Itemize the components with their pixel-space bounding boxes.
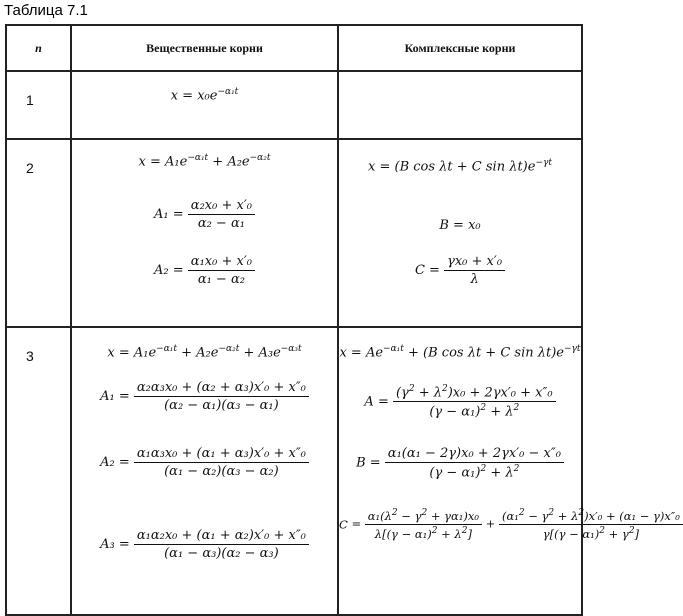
header-real-roots: Вещественные корни	[71, 25, 338, 71]
formula: B = $\frac{\text{α₁(α₁ − 2γ)x₀ + 2γx′₀ − x″₀}}{(\gamma - \alpha_1)^2 + \lambda^2}$	[339, 446, 581, 480]
table-caption: Таблица 7.1	[4, 2, 88, 19]
complex-roots-cell	[338, 71, 582, 139]
formula: C = $\frac{\alpha_1(\lambda^2 - \gamma^2 + \gamma\alpha_1)x_0}{\lambda[(\gamma - \alpha_1)^2 + \lambda^2]}$ + $\frac{(\alpha_1^2 - \gamma^2 + \lambda^2)x'_0 + (\alpha_1 - \gamma)x''_0}{\gamma[(\gamma - \alpha_1)^2 + \gamma^2]}$	[339, 508, 581, 541]
complex-roots-cell	[338, 327, 680, 615]
table-row	[6, 139, 582, 327]
table-row	[6, 71, 582, 139]
header-row	[6, 25, 582, 71]
row-n-cell: 2	[6, 139, 71, 327]
real-roots-cell	[71, 327, 338, 615]
row-n-cell: 1	[6, 71, 71, 139]
formula: $x = x_0e^{-\alpha_1t}$	[170, 87, 239, 104]
formula: A₁ = $\frac{\text{α₂x₀ + x′₀}}{\text{α₂ − α₁}}$	[72, 198, 337, 231]
complex-roots-cell	[338, 139, 582, 327]
header-n: n	[6, 25, 71, 71]
formula: A₂ = $\frac{\text{α₁x₀ + x′₀}}{\text{α₁ − α₂}}$	[72, 254, 337, 287]
table-row	[6, 327, 582, 615]
row-n-cell: 3	[6, 327, 71, 615]
roots-table	[5, 24, 680, 616]
formula: A = $\frac{(\gamma^2 + \lambda^2)x_0 + 2\gamma x'_0 + x''_0}{(\gamma - \alpha_1)^2 + \lambda^2}$	[339, 384, 581, 420]
real-roots-cell	[71, 71, 338, 139]
formula: A₂ = $\frac{\text{α₁α₃x₀ + (α₁ + α₃)x′₀ + x″₀}}{\text{(α₁ − α₂)(α₃ − α₂)}}$	[72, 446, 337, 479]
header-complex-roots: Комплексные корни	[338, 25, 582, 71]
formula: $x = A_1e^{-\alpha_1t} + A_2e^{-\alpha_2t} + A_3e^{-\alpha_3t}$	[107, 344, 302, 361]
formula: B = x₀	[439, 218, 481, 233]
formula: $x = Ae^{-\alpha_1t} + (B$ cos λt + C $\sin \lambda t)e^{-\gamma t}$	[339, 344, 581, 361]
formula: C = $\frac{\text{γx₀ + x′₀}}{\lambda}$	[339, 254, 581, 287]
formula: A₁ = $\frac{\text{α₂α₃x₀ + (α₂ + α₃)x′₀ + x″₀}}{\text{(α₂ − α₁)(α₃ − α₁)}}$	[72, 380, 337, 413]
formula: x = (B cos λt + C $\sin \lambda t)e^{-\gamma t}$	[368, 158, 552, 175]
real-roots-cell	[71, 139, 338, 327]
formula: A₃ = $\frac{\text{α₁α₂x₀ + (α₁ + α₂)x′₀ + x″₀}}{\text{(α₁ − α₃)(α₂ − α₃)}}$	[72, 528, 337, 561]
formula: $x = A_1e^{-\alpha_1t} + A_2e^{-\alpha_2t}$	[138, 153, 271, 170]
